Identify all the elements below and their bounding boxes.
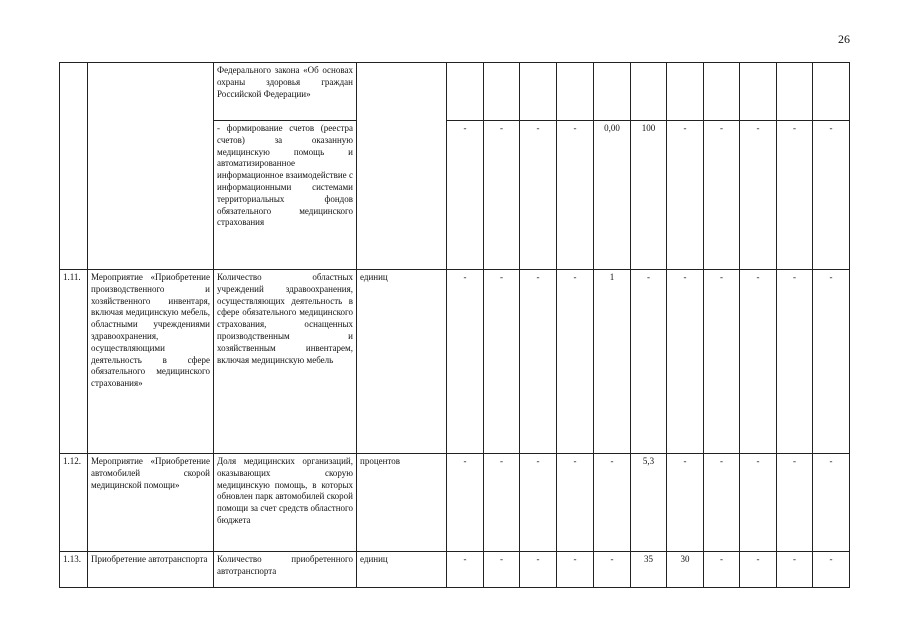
- value-cell: -: [520, 454, 557, 552]
- value-cell: -: [447, 270, 484, 454]
- value-cell: [594, 63, 631, 121]
- unit-cell: процентов: [357, 454, 447, 552]
- value-cell: -: [777, 270, 813, 454]
- value-cell: 1: [594, 270, 631, 454]
- value-cell: -: [813, 454, 850, 552]
- value-cell: -: [740, 454, 777, 552]
- value-cell: [447, 63, 484, 121]
- value-cell: -: [704, 121, 740, 270]
- value-cell: 30: [667, 552, 704, 588]
- indicator-cell: Количество приобретенного автотранспорта: [214, 552, 357, 588]
- value-cell: -: [484, 454, 520, 552]
- table-row: [60, 63, 850, 121]
- value-cell: -: [447, 552, 484, 588]
- value-cell: -: [740, 270, 777, 454]
- value-cell: [557, 63, 594, 121]
- value-cell: -: [557, 121, 594, 270]
- indicator-cell: - формирование счетов (реестра счетов) за оказанную медицинскую помощь и автоматизированное информационное взаимодействие с информационными системами территориальных фондов обязательного медицинского страхования: [214, 121, 357, 270]
- table-row: [60, 552, 850, 588]
- value-cell: -: [484, 270, 520, 454]
- value-cell: [484, 63, 520, 121]
- indicator-cell: Доля медицинских организаций, оказывающих скорую медицинскую помощь, в которых обновлен парк автомобилей скорой помощи за счет средств областного бюджета: [214, 454, 357, 552]
- event-cell: Мероприятие «Приобретение автомобилей скорой медицинской помощи»: [88, 454, 214, 552]
- value-cell: -: [704, 552, 740, 588]
- value-cell: -: [667, 270, 704, 454]
- value-cell: -: [484, 121, 520, 270]
- value-cell: [777, 63, 813, 121]
- value-cell: [704, 63, 740, 121]
- value-cell: -: [813, 552, 850, 588]
- event-cell: [88, 63, 214, 270]
- row-number-cell: [60, 63, 88, 270]
- unit-cell: единиц: [357, 552, 447, 588]
- row-number-cell: 1.13.: [60, 552, 88, 588]
- table-row: [60, 270, 850, 454]
- indicators-table: [59, 62, 850, 588]
- value-cell: [813, 63, 850, 121]
- value-cell: -: [777, 552, 813, 588]
- value-cell: -: [813, 121, 850, 270]
- row-number-cell: 1.12.: [60, 454, 88, 552]
- page-number: 26: [838, 32, 850, 46]
- value-cell: -: [594, 454, 631, 552]
- event-cell: Приобретение автотранспорта: [88, 552, 214, 588]
- row-number-cell: 1.11.: [60, 270, 88, 454]
- table-row: [60, 454, 850, 552]
- value-cell: -: [557, 270, 594, 454]
- value-cell: -: [667, 121, 704, 270]
- unit-cell: [357, 63, 447, 270]
- indicator-cell: Федерального закона «Об основах охраны здоровья граждан Российской Федерации»: [214, 63, 357, 121]
- value-cell: -: [484, 552, 520, 588]
- value-cell: -: [777, 121, 813, 270]
- value-cell: -: [447, 454, 484, 552]
- value-cell: [520, 63, 557, 121]
- value-cell: -: [740, 552, 777, 588]
- value-cell: -: [667, 454, 704, 552]
- value-cell: -: [594, 552, 631, 588]
- value-cell: 5,3: [631, 454, 667, 552]
- value-cell: 35: [631, 552, 667, 588]
- value-cell: -: [631, 270, 667, 454]
- value-cell: [740, 63, 777, 121]
- value-cell: [631, 63, 667, 121]
- indicator-cell: Количество областных учреждений здравоохранения, осуществляющих деятельность в сфере обязательного медицинского страхования, оснащенных производственным и хозяйственным инвентарем, включая медицинскую мебель: [214, 270, 357, 454]
- value-cell: 0,00: [594, 121, 631, 270]
- value-cell: -: [447, 121, 484, 270]
- value-cell: -: [704, 454, 740, 552]
- event-cell: Мероприятие «Приобретение производственного и хозяйственного инвентаря, включая медицинскую мебель, областными учреждениями здравоохранения, осуществляющими деятельность в сфере обязательного медицинского страхования»: [88, 270, 214, 454]
- value-cell: -: [557, 552, 594, 588]
- value-cell: -: [813, 270, 850, 454]
- unit-cell: единиц: [357, 270, 447, 454]
- value-cell: -: [557, 454, 594, 552]
- value-cell: -: [704, 270, 740, 454]
- value-cell: -: [740, 121, 777, 270]
- value-cell: 100: [631, 121, 667, 270]
- value-cell: -: [520, 121, 557, 270]
- value-cell: -: [777, 454, 813, 552]
- value-cell: -: [520, 270, 557, 454]
- value-cell: -: [520, 552, 557, 588]
- value-cell: [667, 63, 704, 121]
